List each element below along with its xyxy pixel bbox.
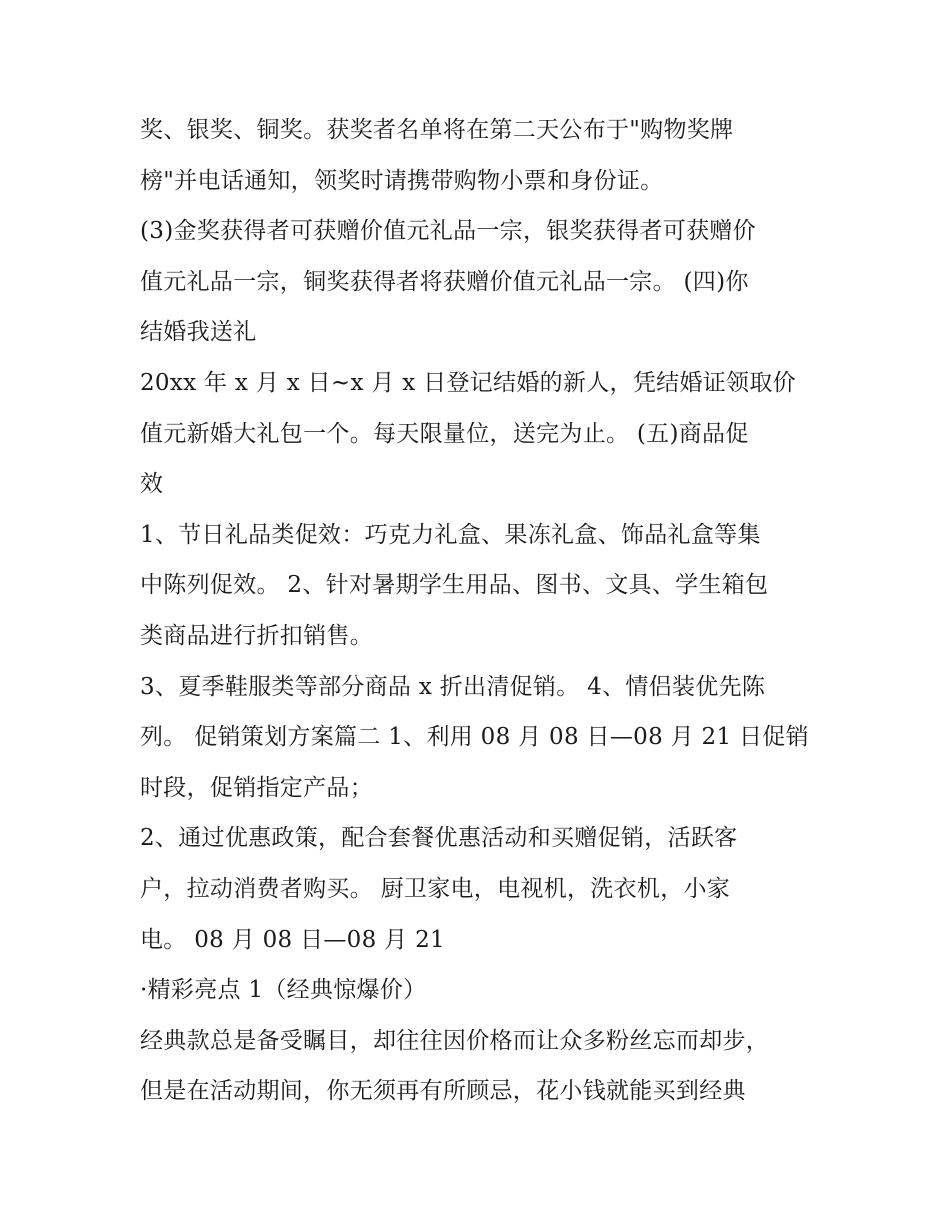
text-line: 3、夏季鞋服类等部分商品 x 折出清促销。 4、情侣装优先陈	[140, 674, 766, 700]
text-line: 但是在活动期间，你无须再有所顾忌，花小钱就能买到经典	[140, 1078, 746, 1104]
text-line: 值元新婚大礼包一个。每天限量位，送完为止。 (五)商品促	[140, 421, 749, 447]
text-line: 列。 促销策划方案篇二 1、利用 08 月 08 日—08 月 21 日促销	[140, 724, 809, 750]
text-line: 类商品进行折扣销售。	[140, 623, 373, 649]
text-line: 20xx 年 x 月 x 日~x 月 x 日登记结婚的新人，凭结婚证领取价	[140, 370, 796, 396]
text-line: 效	[140, 471, 164, 497]
text-line: 奖、银奖、铜奖。获奖者名单将在第二天公布于"购物奖牌	[140, 117, 734, 143]
text-line: 经典款总是备受瞩目，却往往因价格而让众多粉丝忘而却步，	[140, 1028, 770, 1054]
text-line: 户，拉动消费者购买。 厨卫家电，电视机，洗衣机，小家	[140, 876, 731, 902]
text-line: 1、节日礼品类促效：巧克力礼盒、果冻礼盒、饰品礼盒等集	[140, 522, 761, 548]
text-line: 榜"并电话通知，领奖时请携带购物小票和身份证。	[140, 168, 664, 194]
text-line: 中陈列促效。 2、针对暑期学生用品、图书、文具、学生箱包	[140, 572, 769, 598]
text-line: 时段，促销指定产品；	[140, 775, 373, 801]
text-line: 值元礼品一宗，铜奖获得者将获赠价值元礼品一宗。 (四)你	[140, 269, 749, 295]
text-line: ·精彩亮点 1（经典惊爆价）	[140, 977, 427, 1003]
text-line: 2、通过优惠政策，配合套餐优惠活动和买赠促销，活跃客	[140, 825, 738, 851]
text-line: 结婚我送礼	[140, 319, 257, 345]
text-line: 电。 08 月 08 日—08 月 21	[140, 927, 445, 953]
text-line: (3)金奖获得者可获赠价值元礼品一宗，银奖获得者可获赠价	[140, 218, 756, 244]
